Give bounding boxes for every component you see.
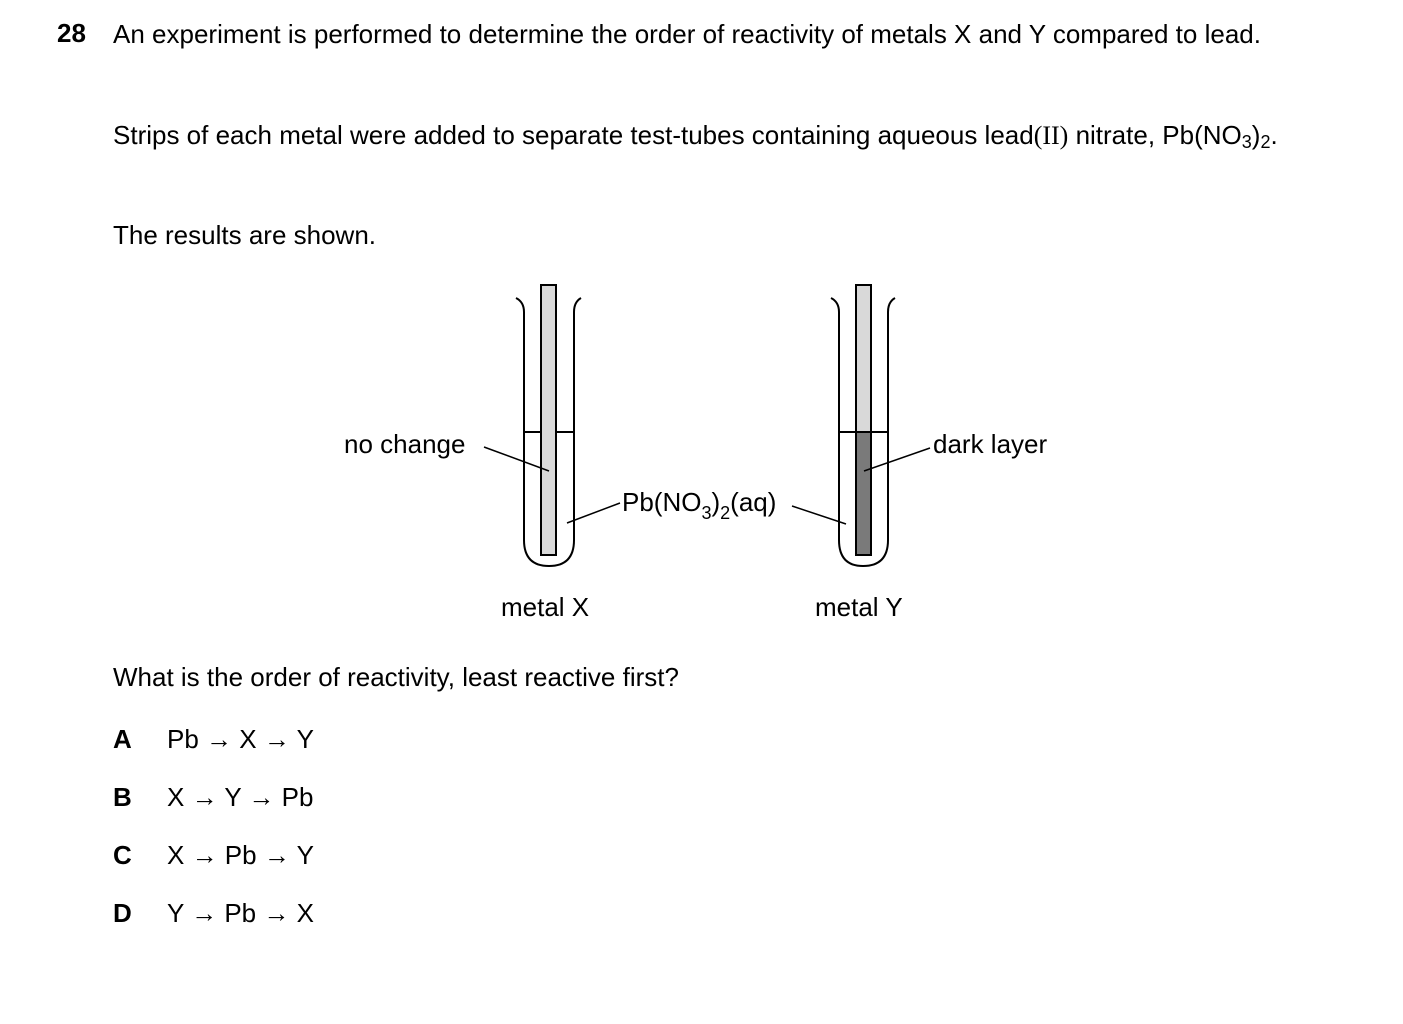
method-text-start: Strips of each metal were added to separate test-tubes containing aqueous lead — [113, 120, 1034, 150]
question-number: 28 — [57, 18, 86, 48]
option-c-letter: C — [113, 840, 132, 870]
question-prompt: What is the order of reactivity, least reactive first? — [113, 662, 679, 692]
method-subscript-3: 3 — [1241, 132, 1252, 152]
option-d-letter: D — [113, 898, 132, 928]
test-tube-left — [516, 285, 581, 566]
solution-formula-start: Pb(NO — [622, 487, 702, 517]
method-text-mid: ) — [1251, 120, 1261, 150]
method-roman-numeral: (II) — [1033, 121, 1069, 150]
method-subscript-2: 2 — [1260, 132, 1271, 152]
metal-strip-y-dark-layer — [856, 432, 871, 555]
leader-dark-layer — [864, 448, 930, 471]
option-a-letter: A — [113, 724, 132, 754]
solution-subscript-3: 3 — [701, 503, 712, 523]
option-b-letter: B — [113, 782, 132, 812]
option-a-text[interactable]: Pb → X → Y — [167, 724, 314, 754]
label-no-change: no change — [344, 429, 466, 459]
metal-strip-y-upper — [856, 285, 871, 432]
method-text-after: nitrate, Pb(NO — [1068, 120, 1242, 150]
label-solution — [622, 487, 776, 523]
leader-solution-right — [792, 506, 846, 524]
label-metal-x: metal X — [501, 592, 590, 622]
option-c-text[interactable]: X → Pb → Y — [167, 840, 314, 870]
option-d-text[interactable]: Y → Pb → X — [167, 898, 314, 928]
label-metal-y: metal Y — [815, 592, 903, 622]
solution-formula-mid: ) — [711, 487, 721, 517]
metal-strip-x — [541, 285, 556, 555]
option-b-text[interactable]: X → Y → Pb — [167, 782, 314, 812]
question-intro: An experiment is performed to determine the order of reactivity of metals X and Y compared to lead. — [113, 19, 1261, 49]
test-tube-right — [831, 285, 895, 566]
method-text-end: . — [1270, 120, 1278, 150]
question-results-line: The results are shown. — [113, 220, 377, 250]
label-dark-layer: dark layer — [933, 429, 1048, 459]
solution-formula-end: (aq) — [730, 487, 777, 517]
solution-subscript-2: 2 — [720, 503, 731, 523]
leader-no-change — [484, 447, 549, 471]
